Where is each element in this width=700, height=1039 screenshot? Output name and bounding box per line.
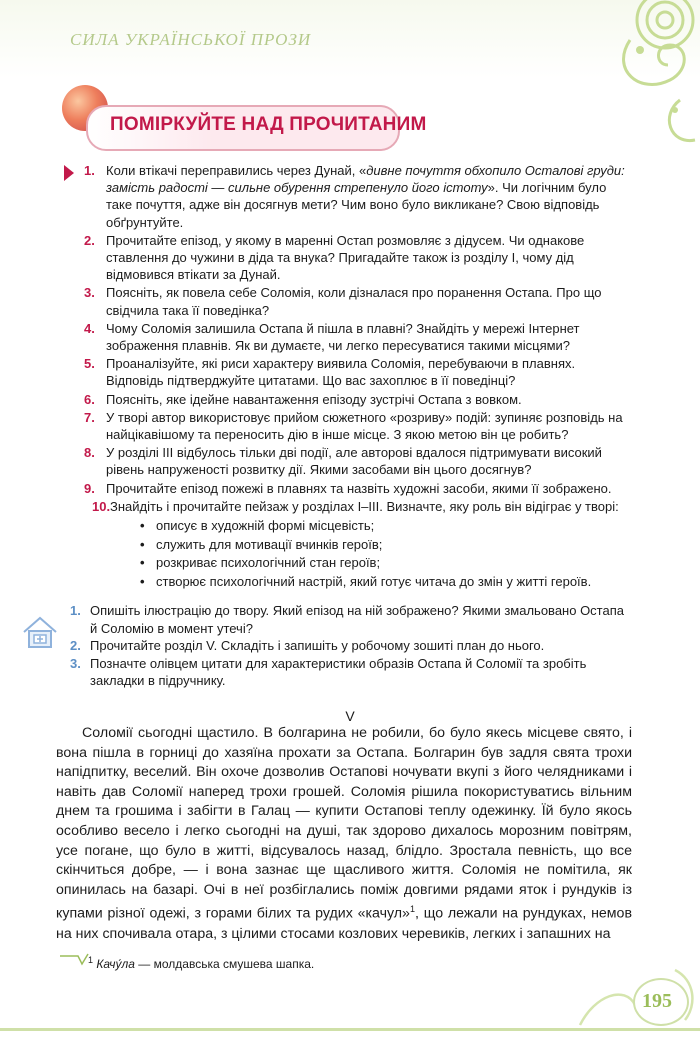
question-number: 4.: [84, 320, 95, 336]
question-item: [84, 498, 634, 590]
chapter-text-a: Соломії сьогодні щастило. В болгарина не робили, бо було якесь місцеве свято, і вона пішла в горниці до хазяїна прохати за Остапа. Болгарин був задля свята трохи напідпитку, веселий. Він охоче дозволив Остапові ночувати вкупі з його челядниками і навіть дав Соломії наперед трохи грошей. Соломія рішила покористуватись вільним днем та грошима і забігти в Галац — купити Остапові теплу одежинку. Їй було якось особливо весело і легко сьогодні на душі, так здорово дихалось морозним повітрям, усе погане, що було в житті, відсувалось назад, блідло. Зростала певність, що все скінчиться добре, — і вона зазнає ще щасливого життя. Соломія не помітила, як опинилась на базарі. Очі в неї розбіглались поміж довгими рядами яток і рундуків із купами різної одежі, з горами білих та рудих «качул»: [56, 725, 632, 923]
question-number: 8.: [84, 445, 95, 461]
chapter-number: V: [345, 708, 355, 724]
section-title: ПОМІРКУЙТЕ НАД ПРОЧИТАНИМ: [110, 114, 427, 135]
footnote-mark: 1: [88, 955, 94, 965]
question-number: 7.: [84, 409, 95, 425]
bullet-item: • служить для мотивації вчинків героїв;: [140, 536, 383, 552]
questions-list: [84, 162, 634, 591]
question-item: [84, 480, 634, 497]
question-number: 9.: [84, 480, 95, 496]
bullet-item: • розкриває психологічний стан героїв;: [140, 555, 381, 571]
question-item: [84, 391, 634, 408]
question-text: Проаналізуйте, які риси характеру виявила Соломія, перебуваючи в плавнях. Відповідь підтверджуйте цитатами. Що вас захоплює в її поведінці?: [106, 356, 576, 389]
question-item: [84, 284, 634, 318]
home-task-icon: [20, 612, 60, 652]
running-title: СИЛА УКРАЇНСЬКОЇ ПРОЗИ: [70, 30, 312, 49]
task-number: 2.: [70, 638, 81, 653]
task-item: [70, 637, 630, 655]
question-text: У розділі III відбулось тільки дві події, але авторові вдалося підтримувати високий рівень напруженості розвитку дії. Якими засобами він цього досягнув?: [106, 445, 602, 478]
bullet-dot-icon: •: [140, 518, 145, 534]
footnote: [88, 955, 314, 971]
bullet-item: • створює психологічний настрій, який готує читача до змін у житті героїв.: [140, 573, 592, 589]
question-item: [84, 162, 634, 231]
task-text: Прочитайте розділ V. Складіть і запишіть у робочому зошиті план до нього.: [90, 638, 545, 653]
arrow-marker-icon: [64, 165, 74, 181]
task-text: Позначте олівцем цитати для характеристики образів Остапа й Соломії та зробіть закладки в підручнику.: [90, 655, 587, 688]
bullet-dot-icon: •: [140, 536, 145, 552]
question-number: 10.: [92, 498, 111, 514]
bottom-rule: [0, 1028, 700, 1031]
question-text: Знайдіть і прочитайте пейзаж у розділах I–III. Визначте, яку роль він відіграє у творі:: [110, 498, 619, 514]
question-number: 3.: [84, 285, 95, 301]
question-text: Прочитайте епізод пожежі в плавнях та назвіть художні засоби, якими її зображено.: [106, 480, 612, 496]
question-text: Прочитайте епізод, у якому в маренні Остап розмовляє з дідусем. Чи однакове ставлення до чужини в діда та внука? Пригадайте також із розділу I, чому дід відмовився втікати за Дунай.: [106, 232, 585, 283]
question-number: 5.: [84, 356, 95, 372]
question-item: [84, 232, 634, 284]
question-text: Чому Соломія залишила Остапа й пішла в плавні? Знайдіть у мережі Інтернет зображення плавнів. Як ви думаєте, чи легко пересуватися такими місцями?: [106, 320, 580, 354]
question-text: Поясніть, яке ідейне навантаження епізоду зустрічі Остапа з вовком.: [106, 391, 522, 407]
question-text-post: ». Чи логічним було таке почуття, адже він досягнув мети? Чим воно було викликане? Свою відповідь обґрунтуйте.: [106, 180, 607, 230]
swirl-ornament-top-right: [570, 0, 700, 150]
bullet-dot-icon: •: [140, 573, 145, 589]
question-number: 2.: [84, 232, 95, 248]
task-item: [70, 602, 630, 637]
bullet-item: • описує в художній формі місцевість;: [140, 518, 375, 534]
task-number: 1.: [70, 603, 81, 618]
bullet-dot-icon: •: [140, 555, 145, 571]
footnote-mark-icon: [60, 952, 90, 966]
task-number: 3.: [70, 655, 81, 671]
chapter-text: [56, 724, 632, 944]
question-number: 6.: [84, 391, 95, 407]
task-text: Опишіть ілюстрацію до твору. Який епізод на ній зображено? Якими змальовано Остапа й Соломію в момент утечі?: [90, 603, 624, 636]
home-tasks-list: [70, 602, 630, 690]
footnote-term: Качу́ла: [96, 957, 135, 971]
question-item: [84, 409, 634, 443]
question-item: [84, 355, 634, 389]
footnote-ref: 1: [409, 904, 415, 915]
question-item: [84, 320, 634, 354]
task-item: [70, 655, 630, 690]
footnote-definition: — молдавська смушева шапка.: [134, 957, 315, 971]
question-text: У творі автор використовує прийом сюжетного «розриву» подій: зупиняє розповідь на найцікавішому та переносить дію в інше місце. З якою метою він це робить?: [106, 409, 623, 443]
question-text-pre: Коли втікачі переправились через Дунай, «: [106, 163, 367, 178]
question-text: Поясніть, як повела себе Соломія, коли дізналася про поранення Остапа. Про що свідчила така її поведінка?: [106, 285, 602, 318]
bullet-list: [110, 517, 634, 590]
question-item: [84, 444, 634, 478]
question-quote: дивне почуття обхопило Осталові груди: замість радості — сильне обурення стрепенуло його істоту: [106, 163, 625, 196]
chapter-text-b: , що лежали на рундуках, немов на них спочивала отара, з цілими стосами козлових черевиків, легких і запашних на: [56, 906, 632, 942]
page-number: 195: [642, 990, 672, 1012]
question-number: 1.: [84, 163, 95, 178]
